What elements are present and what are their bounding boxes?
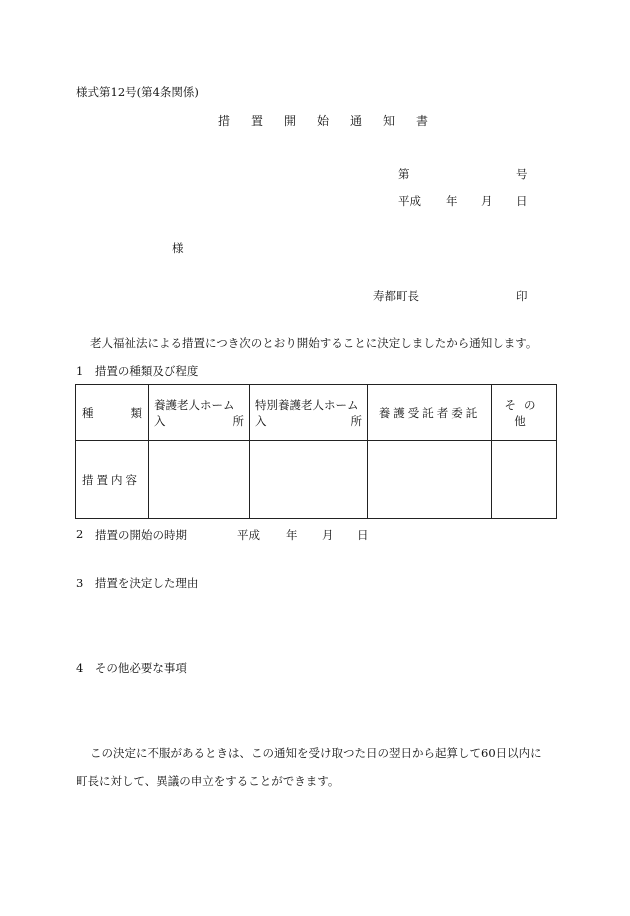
section2-number: 2 [76,527,84,541]
appeal-note-line2: 町長に対して、異議の申立をすることができます。 [76,774,340,788]
date-era: 平成 [398,194,421,208]
intro-text: 老人福祉法による措置につき次のとおり開始することに決定しましたから通知します。 [90,336,538,350]
section2-month-label: 月 [322,528,334,542]
issuer-name: 寿都町長 [373,289,419,303]
section2-day-label: 日 [357,528,369,542]
column-foster-caregiver [368,385,492,441]
column-special-nursing-home-line2a: 入 [255,413,267,428]
section4-heading: 4 その他必要な事項 [76,661,187,675]
form-number: 様式第12号(第4条関係) [76,85,199,99]
row-label-type-char2: 類 [130,405,142,420]
document-number-prefix: 第 [398,167,410,181]
row-label-type [76,385,149,441]
content-cell-foster-caregiver[interactable] [368,441,492,519]
content-row [76,441,557,519]
document-title: 措置開始通知書 [218,114,450,128]
row-label-type-char1: 種 [82,405,94,420]
content-cell-special-nursing-home[interactable] [250,441,368,519]
row-label-content [76,441,149,519]
column-special-nursing-home-line2b: 所 [350,413,362,428]
content-cell-nursing-home[interactable] [149,441,250,519]
column-other [492,385,557,441]
date-month-label: 月 [481,194,493,208]
column-nursing-home-line1: 養護老人ホーム [154,397,235,412]
measures-table [75,384,557,519]
addressee-suffix: 様 [172,241,184,255]
column-special-nursing-home [250,385,368,441]
type-row [76,385,557,441]
column-nursing-home [149,385,250,441]
section2-year-label: 年 [286,528,298,542]
section3-heading: 3 措置を決定した理由 [76,576,199,590]
date-day-label: 日 [516,194,528,208]
column-foster-caregiver-label: 養護受託者委託 [378,405,481,420]
row-label-content-text: 措置内容 [82,472,140,487]
column-special-nursing-home-line1: 特別養護老人ホーム [255,397,359,412]
document-number-suffix: 号 [516,167,528,181]
date-year-label: 年 [446,194,458,208]
section2-title: 措置の開始の時期 [95,528,187,542]
appeal-note-line1: この決定に不服があるときは、この通知を受け取つた日の翌日から起算して60日以内に [90,746,542,760]
content-cell-other[interactable] [492,441,557,519]
column-nursing-home-line2b: 所 [232,413,244,428]
seal-mark: 印 [516,289,528,303]
section2-era: 平成 [237,528,260,542]
column-other-label: その他 [504,397,544,428]
column-nursing-home-line2a: 入 [154,413,166,428]
section1-heading: 1 措置の種類及び程度 [76,364,199,378]
